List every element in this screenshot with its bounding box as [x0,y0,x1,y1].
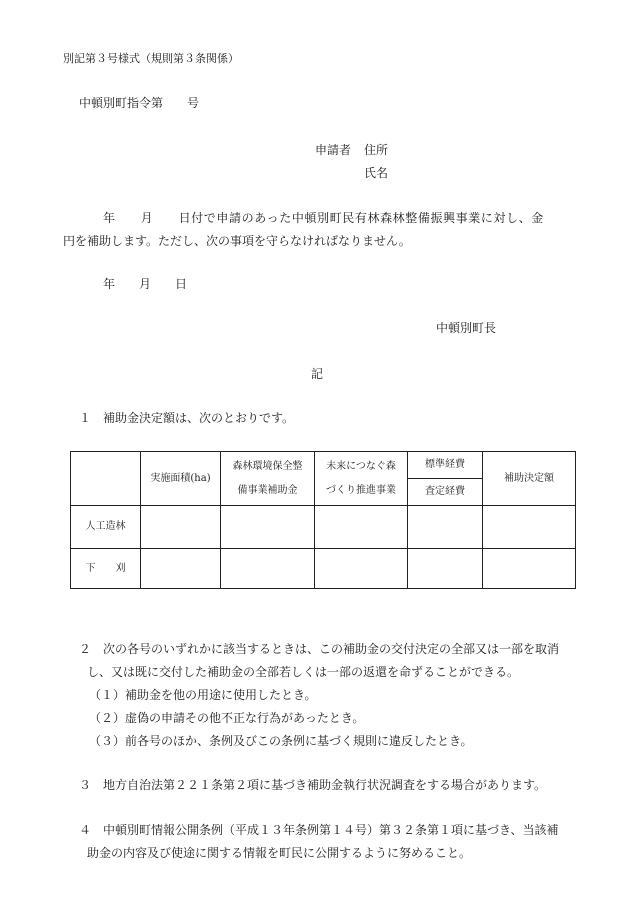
item-4-line-1: ４ 中頓別町情報公開条例（平成１３年条例第１４号）第３２条第１項に基づき、当該補 [79,823,559,837]
header-decision-amount: 補助決定額 [483,452,576,506]
table-cell [483,506,576,549]
issuer: 中頓別町長 [436,321,497,335]
table-cell [408,506,483,549]
table-cell [141,549,221,589]
header-assessed-cost: 査定経費 [408,479,483,506]
intro-line-2: 円を補助します。ただし、次の事項を守らなければなりません。 [63,234,411,248]
form-id: 別記第３号様式（規則第３条関係） [63,52,239,65]
intro-line-1: 年 月 日付で申請のあった中頓別町民有林森林整備振興事業に対し、金 [103,211,544,225]
subsidy-table [70,451,576,589]
table-cell [408,549,483,589]
ki-heading: 記 [311,367,324,381]
item-3: ３ 地方自治法第２２１条第２項に基づき補助金執行状況調査をする場合があります。 [79,778,547,792]
table-cell [315,506,408,549]
name-label: 氏名 [364,166,389,180]
item-2-sub-3: （３）前各号のほか、条例及びこの条例に基づく規則に違反したとき。 [89,734,473,748]
table-row [71,549,576,589]
item-2-line-2: し、又は既に交付した補助金の全部若しくは一部の返還を命ずることができる。 [87,665,520,679]
row-label: 人工造林 [71,506,141,549]
header-forest-subsidy: 森林環境保全整 備事業補助金 [221,452,315,506]
table-cell [221,506,315,549]
table-cell [141,506,221,549]
address-label: 住所 [364,143,389,157]
table-cell [483,549,576,589]
directive-number: 中頓別町指令第 号 [79,96,200,110]
item-4-line-2: 助金の内容及び使途に関する情報を町民に公開するように努めること。 [87,846,472,860]
item-2-sub-1: （１）補助金を他の用途に使用したとき。 [89,688,317,702]
item-2-line-1: ２ 次の各号のいずれかに該当するときは、この補助金の交付決定の全部又は一部を取消 [79,642,560,656]
date-line: 年 月 日 [103,277,188,291]
header-blank [71,452,141,506]
table-row [71,506,576,549]
applicant-label: 申請者 [315,143,352,157]
header-area: 実施面積(ha) [141,452,221,506]
item-2-sub-2: （２）虚偽の申請その他不正な行為があったとき。 [89,711,365,725]
header-future-forest: 未来につなぐ森 づくり推進事業 [315,452,408,506]
table-cell [221,549,315,589]
table-cell [315,549,408,589]
header-standard-cost: 標準経費 [408,452,483,479]
item-1: １ 補助金決定額は、次のとおりです。 [79,411,295,425]
row-label: 下 刈 [71,549,141,589]
